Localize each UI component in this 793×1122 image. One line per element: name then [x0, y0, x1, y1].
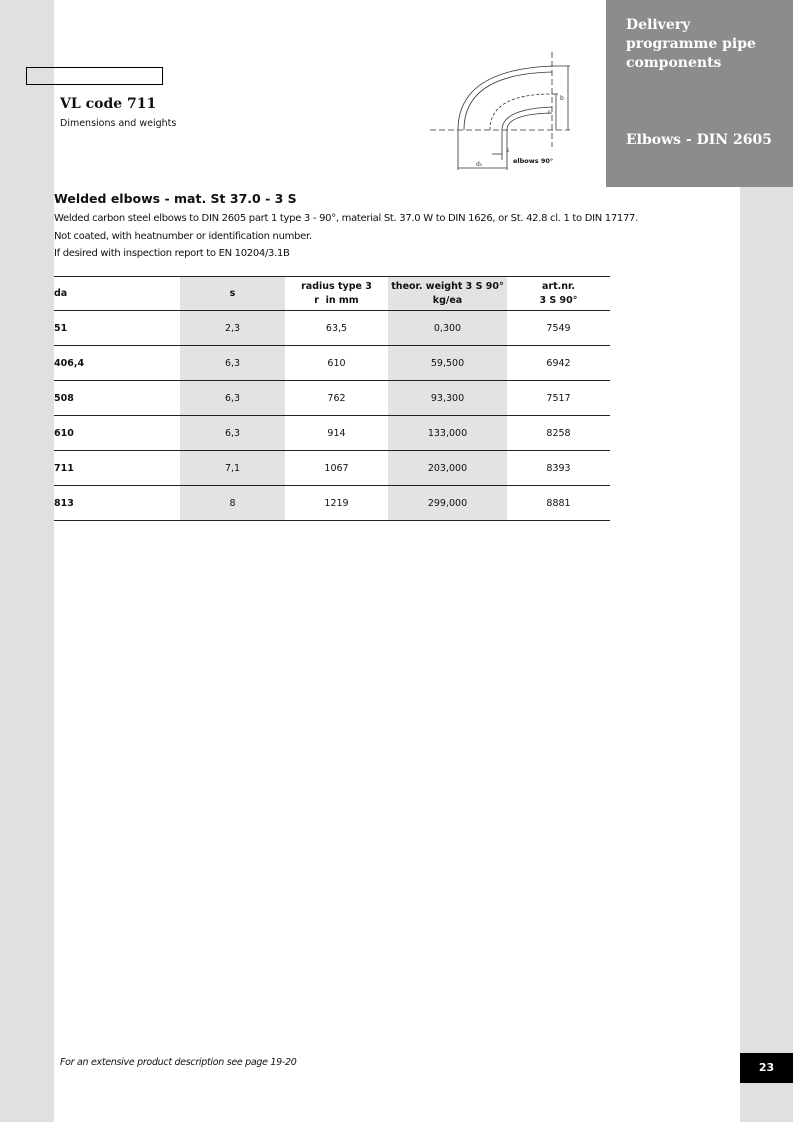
cell-s: 6,3 [180, 346, 285, 381]
description-line: If desired with inspection report to EN 10204/3.1B [54, 248, 290, 259]
dim-d: d₀ [476, 161, 483, 168]
cell-radius: 762 [285, 381, 388, 416]
cell-s: 6,3 [180, 416, 285, 451]
table-row [54, 381, 610, 416]
header-section: Elbows - DIN 2605 [626, 132, 772, 148]
footer-note: For an extensive product description see page 19-20 [60, 1057, 297, 1068]
elbow-diagram [430, 52, 580, 177]
cell-da: 813 [54, 486, 180, 521]
dim-b: b [560, 95, 564, 102]
cell-radius: 63,5 [285, 311, 388, 346]
cell-artnr: 8258 [507, 416, 610, 451]
description-line: Welded carbon steel elbows to DIN 2605 part 1 type 3 - 90°, material St. 37.0 W to DIN 1626, or St. 42.8 cl. 1 to DIN 17177. [54, 213, 639, 224]
table-row [54, 451, 610, 486]
table-row [54, 486, 610, 521]
right-margin-strip [740, 187, 793, 1122]
page-subtitle: Dimensions and weights [60, 118, 177, 129]
cell-weight: 0,300 [388, 311, 507, 346]
cell-radius: 610 [285, 346, 388, 381]
dim-r: r [548, 109, 551, 116]
cell-artnr: 8881 [507, 486, 610, 521]
cell-s: 8 [180, 486, 285, 521]
table-row [54, 346, 610, 381]
empty-frame [26, 67, 163, 85]
header-box [606, 0, 793, 187]
cell-s: 2,3 [180, 311, 285, 346]
left-margin-strip [0, 0, 54, 1122]
table-row [54, 416, 610, 451]
header-weight: theor. weight 3 S 90° kg/ea [388, 277, 507, 311]
cell-da: 711 [54, 451, 180, 486]
cell-weight: 59,500 [388, 346, 507, 381]
diagram-label: elbows 90° [513, 157, 554, 165]
cell-artnr: 8393 [507, 451, 610, 486]
table-header-row [54, 277, 610, 311]
cell-s: 6,3 [180, 381, 285, 416]
cell-da: 610 [54, 416, 180, 451]
cell-s: 7,1 [180, 451, 285, 486]
cell-radius: 914 [285, 416, 388, 451]
cell-radius: 1067 [285, 451, 388, 486]
dim-s: s [506, 147, 510, 154]
header-radius: radius type 3 r in mm [285, 277, 388, 311]
cell-da: 406,4 [54, 346, 180, 381]
cell-da: 508 [54, 381, 180, 416]
header-artnr: art.nr. 3 S 90° [507, 277, 610, 311]
description [54, 210, 638, 263]
header-category: Delivery programme pipe components [626, 17, 756, 71]
cell-weight: 299,000 [388, 486, 507, 521]
cell-da: 51 [54, 311, 180, 346]
cell-weight: 133,000 [388, 416, 507, 451]
cell-weight: 203,000 [388, 451, 507, 486]
header-da: da [54, 277, 180, 311]
cell-artnr: 6942 [507, 346, 610, 381]
cell-artnr: 7517 [507, 381, 610, 416]
section-title: Welded elbows - mat. St 37.0 - 3 S [54, 191, 297, 206]
table-row [54, 311, 610, 346]
dimensions-table [54, 276, 610, 521]
cell-artnr: 7549 [507, 311, 610, 346]
cell-weight: 93,300 [388, 381, 507, 416]
description-line: Not coated, with heatnumber or identification number. [54, 230, 312, 242]
page-number: 23 [740, 1053, 793, 1083]
header-s: s [180, 277, 285, 311]
cell-radius: 1219 [285, 486, 388, 521]
page-title: VL code 711 [60, 96, 157, 112]
